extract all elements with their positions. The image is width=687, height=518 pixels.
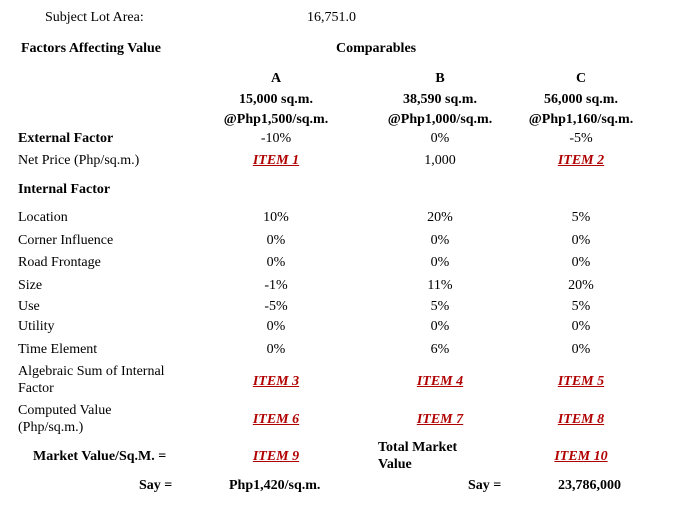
item-10-placeholder: ITEM 10 (554, 449, 608, 464)
item-5-placeholder: ITEM 5 (557, 374, 605, 389)
say-value-per-sqm: Php1,420/sq.m. (229, 478, 321, 493)
item-8-placeholder: ITEM 8 (557, 412, 605, 427)
comparable-b-price: @Php1,000/sq.m. (387, 112, 493, 127)
item-7-placeholder: ITEM 7 (416, 412, 464, 427)
computed-value-label-line1: Computed Value (18, 403, 112, 418)
road-frontage-c: 0% (571, 255, 591, 270)
road-frontage-a: 0% (266, 255, 286, 270)
item-1-placeholder: ITEM 1 (252, 153, 300, 168)
say-label-per-sqm: Say = (139, 478, 173, 493)
time-element-c: 0% (571, 342, 591, 357)
factors-heading: Factors Affecting Value (21, 41, 161, 56)
external-factor-c: -5% (569, 131, 593, 146)
net-price-label: Net Price (Php/sq.m.) (18, 153, 140, 168)
corner-influence-b: 0% (430, 233, 450, 248)
row-label-road-frontage: Road Frontage (18, 255, 101, 270)
utility-b: 0% (430, 319, 450, 334)
corner-influence-a: 0% (266, 233, 286, 248)
item-2-placeholder: ITEM 2 (557, 153, 605, 168)
say-value-total: 23,786,000 (558, 478, 621, 493)
row-label-time-element: Time Element (18, 342, 98, 357)
comparable-a-price: @Php1,500/sq.m. (223, 112, 329, 127)
item-3-placeholder: ITEM 3 (252, 374, 300, 389)
use-b: 5% (430, 299, 450, 314)
size-a: -1% (264, 278, 288, 293)
algebraic-sum-label-line1: Algebraic Sum of Internal (18, 364, 165, 379)
use-c: 5% (571, 299, 591, 314)
road-frontage-b: 0% (430, 255, 450, 270)
size-b: 11% (427, 278, 453, 293)
location-a: 10% (263, 210, 289, 225)
total-market-value-label-line1: Total Market (378, 440, 458, 455)
subject-lot-area-label: Subject Lot Area: (45, 10, 144, 25)
utility-a: 0% (266, 319, 286, 334)
comparable-c-price: @Php1,160/sq.m. (528, 112, 634, 127)
location-c: 5% (571, 210, 591, 225)
total-market-value-label-line2: Value (378, 457, 412, 472)
time-element-a: 0% (266, 342, 286, 357)
external-factor-b: 0% (430, 131, 450, 146)
use-a: -5% (264, 299, 288, 314)
subject-lot-area-value: 16,751.0 (307, 10, 356, 25)
time-element-b: 6% (430, 342, 450, 357)
comparable-b-letter: B (435, 71, 445, 86)
item-6-placeholder: ITEM 6 (252, 412, 300, 427)
size-c: 20% (568, 278, 594, 293)
computed-value-label-line2: (Php/sq.m.) (18, 420, 84, 435)
item-4-placeholder: ITEM 4 (416, 374, 464, 389)
comparable-a-letter: A (270, 71, 282, 86)
comparable-c-area: 56,000 sq.m. (544, 92, 618, 107)
external-factor-a: -10% (260, 131, 292, 146)
location-b: 20% (427, 210, 453, 225)
say-label-total: Say = (468, 478, 502, 493)
item-9-placeholder: ITEM 9 (252, 449, 300, 464)
algebraic-sum-label-line2: Factor (18, 381, 54, 396)
external-factor-label: External Factor (18, 131, 114, 146)
row-label-utility: Utility (18, 319, 55, 334)
corner-influence-c: 0% (571, 233, 591, 248)
comparable-b-area: 38,590 sq.m. (403, 92, 477, 107)
row-label-location: Location (18, 210, 68, 225)
row-label-corner-influence: Corner Influence (18, 233, 114, 248)
market-value-label: Market Value/Sq.M. = (33, 449, 167, 464)
row-label-use: Use (18, 299, 40, 314)
row-label-size: Size (18, 278, 43, 293)
comparables-heading: Comparables (336, 41, 417, 56)
comparable-c-letter: C (575, 71, 587, 86)
utility-c: 0% (571, 319, 591, 334)
internal-factor-heading: Internal Factor (18, 182, 111, 197)
comparable-a-area: 15,000 sq.m. (239, 92, 313, 107)
net-price-b: 1,000 (424, 153, 456, 168)
